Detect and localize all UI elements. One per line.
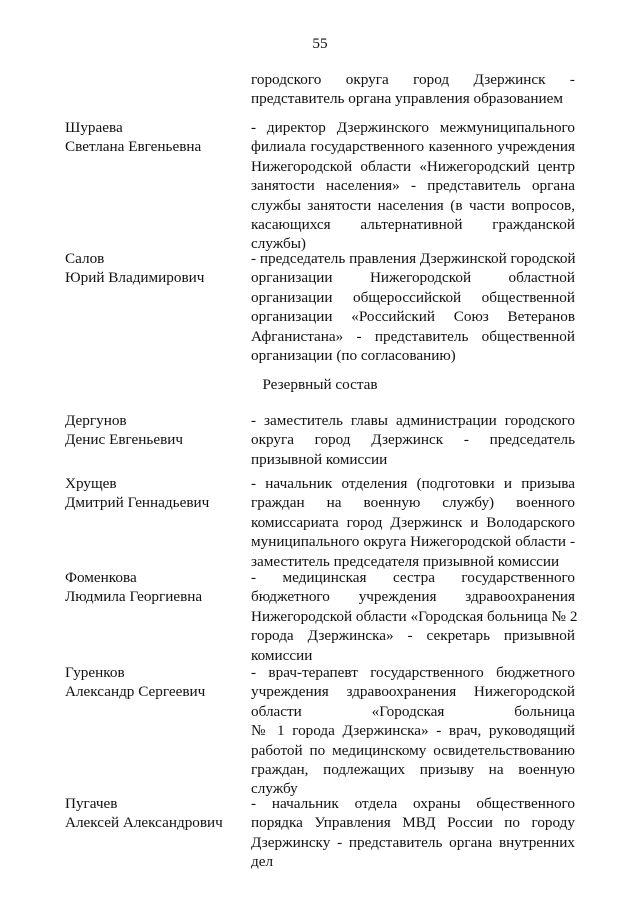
given-name: Дмитрий Геннадьевич <box>65 494 210 512</box>
desc-line: Нижегородской области «Нижегородский центр <box>251 157 575 175</box>
member-description <box>251 474 575 571</box>
desc-line: филиала государственного казенного учреждения <box>251 138 575 156</box>
member-name <box>65 794 245 833</box>
desc-line: службы занятости населения (в части вопросов, <box>251 196 575 214</box>
given-name: Денис Евгеньевич <box>65 431 184 449</box>
desc-line: Афганистана» - представитель общественной <box>251 327 575 345</box>
desc-line: бюджетного учреждения здравоохранения <box>251 588 575 606</box>
desc-line: граждан на военную службу) военного <box>251 494 575 512</box>
given-name: Александр Сергеевич <box>65 683 206 701</box>
desc-line: округа город Дзержинск - председатель <box>251 431 575 449</box>
member-name <box>65 474 245 513</box>
desc-line: службу <box>251 780 298 798</box>
desc-line: муниципального округа Нижегородской области - <box>251 533 575 551</box>
desc-line: № 1 города Дзержинска» - врач, руководящий <box>251 722 575 740</box>
member-description <box>251 663 575 799</box>
desc-line: учреждения здравоохранения Нижегородской <box>251 683 575 701</box>
desc-line: Дзержинску - представитель органа внутренних <box>251 833 575 851</box>
given-name: Алексей Александрович <box>65 814 223 832</box>
surname: Салов <box>65 250 105 267</box>
member-description <box>251 411 575 469</box>
desc-line: Нижегородской области «Городская больница № 2 <box>251 607 578 625</box>
desc-line: представитель органа управления образованием <box>251 90 563 108</box>
surname: Пугачев <box>65 795 118 812</box>
given-name: Светлана Евгеньевна <box>65 138 202 156</box>
desc-line: - директор Дзержинского межмуниципального <box>251 119 575 136</box>
member-name <box>65 568 245 607</box>
member-name <box>65 663 245 702</box>
surname: Шураева <box>65 119 123 136</box>
given-name: Людмила Георгиевна <box>65 588 203 606</box>
desc-line: - заместитель главы администрации городского <box>251 412 575 429</box>
surname: Дергунов <box>65 412 127 429</box>
desc-line: области «Городская больница <box>251 702 575 720</box>
surname: Гуренков <box>65 664 125 681</box>
desc-line: - председатель правления Дзержинской городской <box>251 250 576 267</box>
desc-line: заместитель председателя призывной комиссии <box>251 552 560 570</box>
member-name <box>65 411 245 450</box>
desc-line: призывной комиссии <box>251 450 388 468</box>
desc-line: городского округа город Дзержинск - <box>251 71 575 88</box>
member-description <box>251 794 575 872</box>
member-description <box>251 249 575 365</box>
desc-line: организации общероссийской общественной <box>251 288 575 306</box>
surname: Фоменкова <box>65 569 137 586</box>
surname: Хрущев <box>65 475 117 492</box>
desc-line: службы) <box>251 235 306 253</box>
desc-line: - начальник отдела охраны общественного <box>251 795 575 812</box>
given-name: Юрий Владимирович <box>65 269 205 287</box>
desc-line: комиссии <box>251 646 313 664</box>
desc-line: - врач-терапевт государственного бюджетного <box>251 664 575 681</box>
desc-line: граждан, подлежащих призыву на военную <box>251 761 575 779</box>
desc-line: занятости населения» - представитель органа <box>251 177 575 195</box>
desc-line: работой по медицинскому освидетельствованию <box>251 741 575 759</box>
desc-line: комиссариата город Дзержинск и Володарского <box>251 513 575 531</box>
desc-line: города Дзержинска» - секретарь призывной <box>251 627 575 645</box>
member-description <box>251 118 575 254</box>
desc-line: касающихся альтернативной гражданской <box>251 216 575 234</box>
desc-line: организации Нижегородской областной <box>251 269 575 287</box>
desc-line: - начальник отделения (подготовки и призыва <box>251 475 575 492</box>
desc-line: дел <box>251 853 274 871</box>
section-title-reserve: Резервный состав <box>262 376 378 393</box>
member-name <box>65 118 245 157</box>
desc-line: - медицинская сестра государственного <box>251 569 575 586</box>
desc-line: организации «Российский Союз Ветеранов <box>251 308 575 326</box>
member-name <box>65 249 245 288</box>
page-number: 55 <box>312 35 328 52</box>
desc-line: порядка Управления МВД России по городу <box>251 814 575 832</box>
member-description <box>251 568 578 665</box>
continuation-description <box>251 70 575 109</box>
desc-line: организации (по согласованию) <box>251 347 456 365</box>
